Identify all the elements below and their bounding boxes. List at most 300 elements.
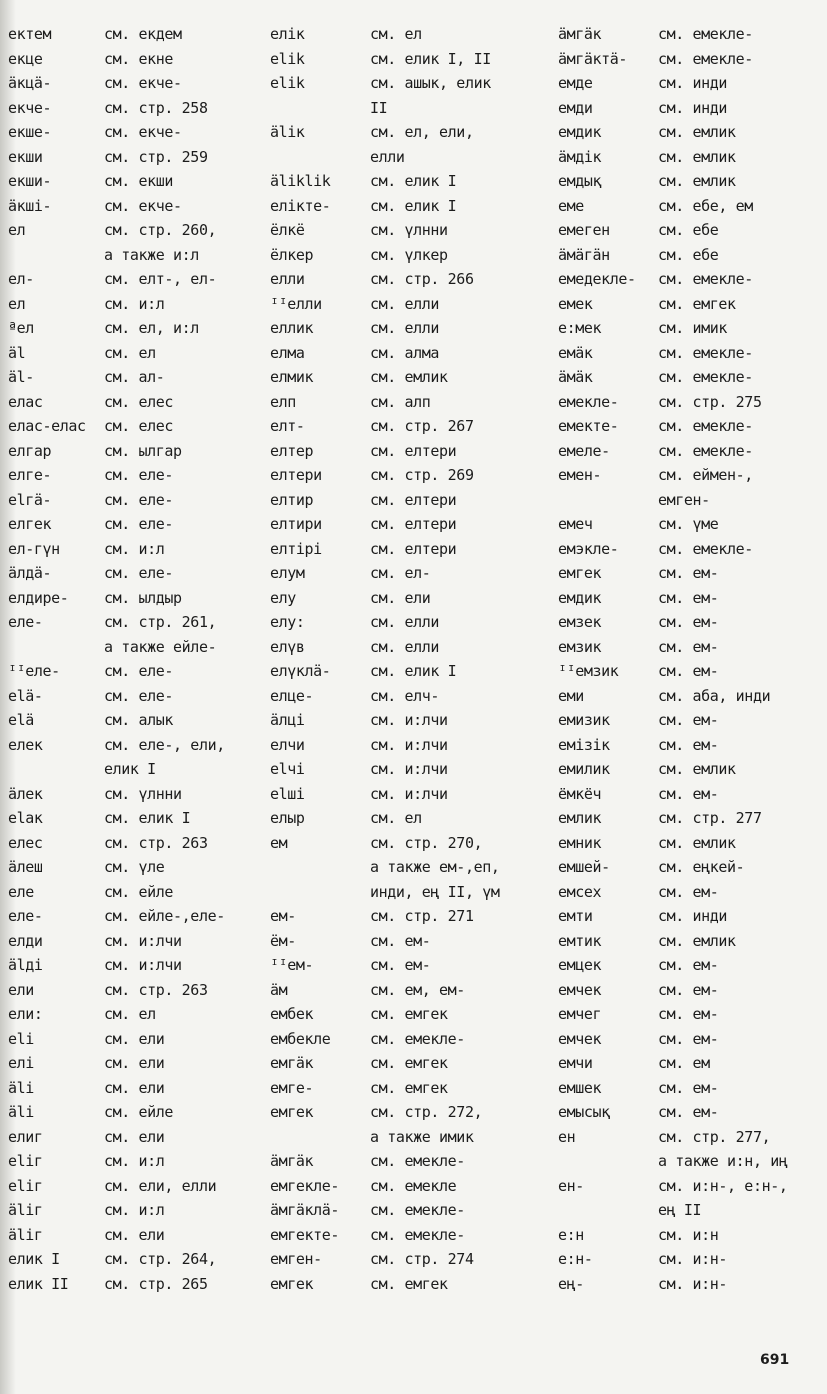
dictionary-reference: см. ейле: [104, 882, 174, 901]
dictionary-headword: ел: [8, 221, 26, 239]
dictionary-reference: см. инди: [658, 907, 728, 925]
dictionary-headword: eliг: [8, 1152, 43, 1170]
dictionary-headword: елли: [270, 270, 305, 288]
dictionary-reference: см. елли: [370, 613, 440, 631]
dictionary-headword: емчи: [558, 1054, 593, 1072]
dictionary-headword: еллик: [270, 319, 314, 337]
dictionary-reference: см. ем-: [658, 1103, 719, 1121]
dictionary-headword: еле-: [8, 613, 43, 631]
dictionary-reference: см. емгек: [370, 1005, 448, 1023]
dictionary-reference: см. ем-: [658, 784, 719, 803]
dictionary-reference: см. ели: [104, 1029, 165, 1048]
dictionary-reference: елли: [370, 147, 405, 166]
right-reference-column: [658, 22, 823, 1296]
dictionary-reference: елик I: [104, 760, 156, 778]
dictionary-headword: елп: [270, 392, 296, 411]
dictionary-headword: äмгäктä-: [558, 49, 628, 68]
dictionary-reference: см. емекле-: [658, 417, 753, 435]
dictionary-reference: см. стр. 263: [104, 833, 208, 852]
dictionary-reference: см. емекле: [370, 1176, 457, 1195]
dictionary-headword: е:мек: [558, 319, 602, 337]
dictionary-reference: см. елик I: [370, 196, 457, 215]
dictionary-headword: [558, 488, 654, 513]
dictionary-reference: см. ем-: [658, 564, 719, 582]
dictionary-headword: äliklik: [270, 172, 331, 190]
dictionary-headword: елмик: [270, 368, 314, 386]
dictionary-headword: елтири: [270, 515, 322, 533]
dictionary-headword: елу:: [270, 613, 305, 631]
dictionary-headword: екши: [8, 147, 43, 166]
dictionary-reference: см. емекле-: [658, 441, 753, 460]
dictionary-headword: елиг: [8, 1127, 43, 1146]
dictionary-reference: см. ебе, ем: [658, 196, 753, 215]
dictionary-reference: см. ел, и:л: [104, 319, 199, 337]
dictionary-headword: ëлкер: [270, 245, 314, 264]
dictionary-reference: см. елик I: [370, 662, 457, 680]
dictionary-reference: см. и:л: [104, 539, 165, 558]
dictionary-headword: äliк: [270, 123, 305, 141]
dictionary-reference: см. елтери: [370, 441, 457, 460]
dictionary-headword: äлці: [270, 711, 305, 729]
dictionary-reference: см. ели: [104, 1054, 165, 1072]
dictionary-reference: см. ебе: [658, 221, 719, 239]
dictionary-headword: еле: [8, 882, 34, 901]
dictionary-headword: емедекле-: [558, 270, 636, 288]
dictionary-reference: см. ем-: [658, 711, 719, 729]
dictionary-headword: емде: [558, 74, 593, 92]
dictionary-reference: см. ылдыр: [104, 588, 182, 607]
dictionary-reference: см. стр. 258: [104, 98, 208, 117]
dictionary-reference: см. ем, ем-: [370, 980, 465, 999]
dictionary-reference: см. инди: [658, 98, 728, 117]
right-headword-column: [558, 22, 654, 1296]
dictionary-headword: емник: [558, 833, 602, 852]
dictionary-reference: см. елик I: [370, 172, 457, 190]
dictionary-reference: см. ели: [104, 1127, 165, 1146]
dictionary-reference: см. стр. 271: [370, 907, 474, 925]
dictionary-headword: елүв: [270, 637, 305, 656]
dictionary-headword: äli: [8, 1103, 34, 1121]
dictionary-reference: см. еле-, ели,: [104, 735, 225, 754]
dictionary-reference: см. емлик: [658, 147, 736, 166]
dictionary-headword: еле-: [8, 907, 43, 925]
dictionary-reference: см. екне: [104, 49, 174, 68]
dictionary-reference: см. ем-: [658, 637, 719, 656]
dictionary-reference: емген-: [658, 490, 710, 509]
dictionary-reference: см. алма: [370, 343, 440, 362]
dictionary-reference: см. стр. 277: [658, 809, 762, 827]
middle-headword-column: [270, 22, 364, 1296]
dictionary-reference: см. емгек: [370, 1054, 448, 1072]
dictionary-headword: емлик: [558, 809, 602, 827]
dictionary-headword: емдик: [558, 588, 602, 607]
dictionary-reference: см. и:н-: [658, 1250, 728, 1268]
dictionary-reference: см. ели: [104, 1225, 165, 1244]
dictionary-reference: инди, ең II, үм: [370, 882, 500, 901]
dictionary-reference: см. стр. 270,: [370, 833, 483, 852]
dictionary-headword: ªел: [8, 319, 34, 337]
dictionary-headword: еме: [558, 196, 584, 215]
dictionary-headword: елик II: [8, 1274, 69, 1293]
dictionary-reference: см. имик: [658, 319, 728, 337]
dictionary-reference: см. еймен-,: [658, 466, 753, 484]
dictionary-reference: см. емгек: [658, 294, 736, 313]
dictionary-reference: см. и:л: [104, 1152, 165, 1170]
dictionary-headword: елі: [8, 1054, 34, 1072]
dictionary-headword: äliг: [8, 1225, 43, 1244]
dictionary-headword: eli: [8, 1029, 34, 1048]
dictionary-headword: [270, 1125, 364, 1150]
dictionary-reference: см. ели: [370, 588, 431, 607]
dictionary-headword: elä: [8, 711, 34, 729]
dictionary-reference: см. и:н: [658, 1225, 719, 1244]
dictionary-reference: см. ел: [104, 343, 156, 362]
dictionary-headword: емгек: [558, 564, 602, 582]
dictionary-headword: елдире-: [8, 588, 69, 607]
dictionary-headword: ᴵᴵем-: [270, 956, 314, 974]
dictionary-reference: см. и:н-: [658, 1274, 728, 1293]
dictionary-headword: елтер: [270, 441, 314, 460]
dictionary-reference: см. стр. 259: [104, 147, 208, 166]
dictionary-headword: елек: [8, 735, 43, 754]
dictionary-reference: см. ал-: [104, 368, 165, 386]
dictionary-headword: ен-: [558, 1176, 584, 1195]
page-number: 691: [760, 1352, 790, 1368]
dictionary-reference: см. еле-: [104, 466, 174, 484]
dictionary-reference: см. үлнни: [104, 784, 182, 803]
dictionary-reference: см. үлкер: [370, 245, 448, 264]
dictionary-headword: екче-: [8, 98, 52, 117]
dictionary-reference: см. елли: [370, 294, 440, 313]
dictionary-reference: см. и:лчи: [104, 956, 182, 974]
dictionary-reference: см. елли: [370, 637, 440, 656]
dictionary-reference: см. емлик: [658, 123, 736, 141]
dictionary-headword: äлек: [8, 784, 43, 803]
dictionary-reference: см. ем-: [370, 931, 431, 950]
dictionary-headword: елтир: [270, 490, 314, 509]
dictionary-reference: ең II: [658, 1201, 702, 1219]
dictionary-reference: см. елт-, ел-: [104, 270, 217, 288]
dictionary-reference: см. ем-: [658, 662, 719, 680]
dictionary-reference: см. емекле-: [370, 1029, 465, 1048]
dictionary-reference: см. екче-: [104, 74, 182, 92]
dictionary-reference: см. еле-: [104, 515, 174, 533]
dictionary-headword: емилик: [558, 760, 610, 778]
dictionary-headword: äмгäк: [270, 1152, 314, 1170]
dictionary-reference: см. ем: [658, 1054, 710, 1072]
dictionary-headword: елик I: [8, 1250, 60, 1268]
dictionary-headword: äм: [270, 980, 288, 999]
dictionary-reference: см. ел, ели,: [370, 123, 474, 141]
dictionary-headword: äмгäклä-: [270, 1201, 340, 1219]
dictionary-reference: см. елтери: [370, 490, 457, 509]
dictionary-reference: см. елик I: [104, 809, 191, 827]
dictionary-reference: см. емекле-: [370, 1152, 465, 1170]
dictionary-reference: см. стр. 274: [370, 1250, 474, 1268]
dictionary-reference: см. емекле-: [658, 368, 753, 386]
dictionary-reference: см. ейле-,еле-: [104, 907, 225, 925]
dictionary-reference: см. стр. 267: [370, 417, 474, 435]
left-headword-column: [8, 22, 100, 1296]
dictionary-headword: elші: [270, 784, 305, 803]
dictionary-headword: екце: [8, 49, 43, 68]
dictionary-reference: см. аба, инди: [658, 686, 771, 705]
dictionary-headword: елік: [270, 25, 305, 43]
dictionary-reference: см. ел: [370, 25, 422, 43]
middle-reference-column: [370, 22, 550, 1296]
dictionary-headword: елүклä-: [270, 662, 331, 680]
dictionary-headword: емцек: [558, 956, 602, 974]
dictionary-headword: äli: [8, 1078, 34, 1097]
dictionary-headword: елу: [270, 588, 296, 607]
dictionary-headword: емгек: [270, 1274, 314, 1293]
dictionary-reference: см. елес: [104, 417, 174, 435]
dictionary-headword: äлдä-: [8, 564, 52, 582]
dictionary-headword: емтик: [558, 931, 602, 950]
dictionary-reference: см. еле-: [104, 662, 174, 680]
dictionary-reference: см. емгек: [370, 1078, 448, 1097]
dictionary-headword: емчек: [558, 1029, 602, 1048]
dictionary-headword: емчек: [558, 980, 602, 999]
dictionary-reference: см. стр. 272,: [370, 1103, 483, 1121]
dictionary-reference: см. ем-: [658, 882, 719, 901]
dictionary-headword: елчи: [270, 735, 305, 754]
dictionary-headword: екше-: [8, 123, 52, 141]
dictionary-headword: ем-: [270, 907, 296, 925]
dictionary-reference: см. и:л: [104, 1201, 165, 1219]
dictionary-reference: см. емлик: [658, 931, 736, 950]
dictionary-headword: [270, 145, 364, 170]
dictionary-reference: см. елтери: [370, 539, 457, 558]
dictionary-headword: елыр: [270, 809, 305, 827]
dictionary-reference: см. ел-: [370, 564, 431, 582]
dictionary-headword: емсех: [558, 882, 602, 901]
dictionary-headword: емшей-: [558, 858, 610, 876]
dictionary-headword: елас-елас: [8, 417, 86, 435]
dictionary-headword: емысық: [558, 1103, 610, 1121]
dictionary-headword: [270, 855, 364, 880]
dictionary-headword: [8, 757, 100, 782]
dictionary-headword: е:н-: [558, 1250, 593, 1268]
dictionary-headword: емге-: [270, 1078, 314, 1097]
dictionary-headword: ел: [8, 294, 26, 313]
dictionary-headword: емгäк: [270, 1054, 314, 1072]
dictionary-headword: ең-: [558, 1274, 584, 1293]
dictionary-headword: елге-: [8, 466, 52, 484]
dictionary-reference: см. елтери: [370, 515, 457, 533]
dictionary-headword: äмäгäн: [558, 245, 610, 264]
dictionary-reference: см. и:лчи: [370, 711, 448, 729]
dictionary-headword: емэкле-: [558, 539, 619, 558]
dictionary-reference: см. емлик: [658, 172, 736, 190]
dictionary-headword: емдик: [558, 123, 602, 141]
dictionary-reference: см. емекле-: [370, 1201, 465, 1219]
dictionary-reference: см. алп: [370, 392, 431, 411]
dictionary-reference: см. ем-: [658, 956, 719, 974]
dictionary-reference: см. ем-: [658, 1029, 719, 1048]
dictionary-reference: см. еле-: [104, 564, 174, 582]
dictionary-headword: еми: [558, 686, 584, 705]
dictionary-reference: см. екче-: [104, 123, 182, 141]
dictionary-headword: ем: [270, 833, 288, 852]
dictionary-headword: ембекле: [270, 1029, 331, 1048]
dictionary-reference: см. стр. 275: [658, 392, 762, 411]
dictionary-reference: см. емекле-: [658, 539, 753, 558]
dictionary-reference: а также ейле-: [104, 637, 217, 656]
dictionary-reference: см. стр. 261,: [104, 613, 217, 631]
dictionary-headword: ембек: [270, 1005, 314, 1023]
dictionary-headword: емеген: [558, 221, 610, 239]
dictionary-reference: II: [370, 98, 388, 117]
dictionary-reference: см. ели: [104, 1078, 165, 1097]
dictionary-headword: ел-гүн: [8, 539, 60, 558]
dictionary-reference: см. ылгар: [104, 441, 182, 460]
dictionary-headword: ектем: [8, 25, 52, 43]
dictionary-headword: елікте-: [270, 196, 331, 215]
dictionary-headword: елтери: [270, 466, 322, 484]
dictionary-headword: емеле-: [558, 441, 610, 460]
dictionary-reference: а также и:н, иң: [658, 1152, 788, 1170]
dictionary-reference: см. инди: [658, 74, 728, 92]
dictionary-headword: ел-: [8, 270, 34, 288]
dictionary-reference: см. емлик: [658, 760, 736, 778]
dictionary-headword: емеч: [558, 515, 593, 533]
dictionary-headword: ели: [8, 980, 34, 999]
dictionary-headword: екши-: [8, 172, 52, 190]
dictionary-headword: емдық: [558, 172, 602, 190]
dictionary-headword: elik: [270, 49, 305, 68]
dictionary-headword: елтірі: [270, 539, 322, 558]
dictionary-reference: см. ел: [370, 809, 422, 827]
dictionary-reference: см. и:н-, е:н-,: [658, 1176, 788, 1195]
dictionary-headword: емäк: [558, 343, 593, 362]
dictionary-headword: емен-: [558, 466, 602, 484]
dictionary-headword: елце-: [270, 686, 314, 705]
dictionary-reference: см. ем-: [658, 613, 719, 631]
dictionary-headword: ёмкёч: [558, 784, 602, 803]
dictionary-headword: елма: [270, 343, 305, 362]
dictionary-reference: см. еңкей-: [658, 858, 745, 876]
dictionary-headword: elik: [270, 74, 305, 92]
dictionary-reference: см. и:лчи: [370, 760, 448, 778]
dictionary-reference: см. и:лчи: [370, 784, 448, 803]
dictionary-headword: äl: [8, 343, 26, 362]
dictionary-reference: см. елес: [104, 392, 174, 411]
dictionary-reference: см. и:л: [104, 294, 165, 313]
dictionary-reference: см. стр. 269: [370, 466, 474, 484]
dictionary-reference: см. стр. 277,: [658, 1127, 771, 1146]
dictionary-reference: а также имик: [370, 1127, 474, 1146]
dictionary-headword: äl-: [8, 368, 34, 386]
dictionary-reference: см. екши: [104, 172, 174, 190]
dictionary-headword: елт-: [270, 417, 305, 435]
dictionary-headword: емти: [558, 907, 593, 925]
dictionary-reference: см. ем-: [658, 735, 719, 754]
dictionary-reference: см. ейле: [104, 1103, 174, 1121]
dictionary-reference: см. еле-: [104, 490, 174, 509]
dictionary-reference: см. алык: [104, 711, 174, 729]
dictionary-reference: см. елик I, II: [370, 49, 491, 68]
dictionary-reference: см. ем-: [658, 1078, 719, 1097]
dictionary-headword: ᴵᴵелли: [270, 294, 322, 313]
dictionary-headword: [8, 635, 100, 660]
dictionary-reference: см. ем-: [370, 956, 431, 974]
dictionary-reference: см. и:лчи: [104, 931, 182, 950]
dictionary-reference: см. еле-: [104, 686, 174, 705]
dictionary-headword: ен: [558, 1127, 576, 1146]
dictionary-headword: елес: [8, 833, 43, 852]
dictionary-reference: см. ели, елли: [104, 1176, 217, 1195]
dictionary-headword: елум: [270, 564, 305, 582]
dictionary-headword: ели:: [8, 1005, 43, 1023]
dictionary-headword: емчег: [558, 1005, 602, 1023]
dictionary-headword: eliг: [8, 1176, 43, 1195]
dictionary-headword: [270, 880, 364, 905]
dictionary-reference: см. ебе: [658, 245, 719, 264]
dictionary-headword: е:н: [558, 1225, 584, 1244]
dictionary-reference: см. емлик: [370, 368, 448, 386]
dictionary-headword: елгек: [8, 515, 52, 533]
dictionary-headword: älді: [8, 956, 43, 974]
dictionary-headword: емзек: [558, 613, 602, 631]
dictionary-headword: ëм-: [270, 931, 296, 950]
dictionary-headword: [558, 1198, 654, 1223]
dictionary-headword: емизик: [558, 711, 610, 729]
dictionary-headword: емшек: [558, 1078, 602, 1097]
dictionary-reference: см. емекле-: [658, 49, 753, 68]
dictionary-headword: емек: [558, 294, 593, 313]
dictionary-headword: емзик: [558, 637, 602, 656]
dictionary-reference: см. стр. 264,: [104, 1250, 217, 1268]
dictionary-reference: а также и:л: [104, 245, 199, 264]
dictionary-reference: см. үлнни: [370, 221, 448, 239]
dictionary-headword: емекле-: [558, 392, 619, 411]
dictionary-headword: емген-: [270, 1250, 322, 1268]
dictionary-headword: äлеш: [8, 858, 43, 876]
dictionary-headword: елди: [8, 931, 43, 950]
dictionary-reference: см. ем-: [658, 588, 719, 607]
dictionary-headword: [8, 243, 100, 268]
dictionary-headword: [270, 96, 364, 121]
dictionary-reference: см. ем-: [658, 1005, 719, 1023]
dictionary-reference: а также ем-,еп,: [370, 858, 500, 876]
dictionary-reference: см. елли: [370, 319, 440, 337]
dictionary-reference: см. емекле-: [370, 1225, 465, 1244]
dictionary-headword: емгек: [270, 1103, 314, 1121]
dictionary-reference: см. ел: [104, 1005, 156, 1023]
dictionary-headword: äмäк: [558, 368, 593, 386]
dictionary-reference: см. үме: [658, 515, 719, 533]
dictionary-headword: äкцä-: [8, 74, 52, 92]
dictionary-reference: см. екче-: [104, 196, 182, 215]
left-reference-column: [104, 22, 264, 1296]
dictionary-headword: емізік: [558, 735, 610, 754]
dictionary-reference: см. стр. 263: [104, 980, 208, 999]
dictionary-headword: elак: [8, 809, 43, 827]
dictionary-headword: ᴵᴵемзик: [558, 662, 619, 680]
dictionary-headword: elä-: [8, 686, 43, 705]
dictionary-reference: см. ашык, елик: [370, 74, 491, 92]
dictionary-headword: елас: [8, 392, 43, 411]
dictionary-headword: емди: [558, 98, 593, 117]
dictionary-reference: см. елч-: [370, 686, 440, 705]
dictionary-headword: elгä-: [8, 490, 52, 509]
dictionary-reference: см. и:лчи: [370, 735, 448, 754]
dictionary-headword: ᴵᴵеле-: [8, 662, 60, 680]
dictionary-headword: elчi: [270, 760, 305, 778]
dictionary-headword: äмгäк: [558, 25, 602, 43]
dictionary-headword: äliг: [8, 1201, 43, 1219]
